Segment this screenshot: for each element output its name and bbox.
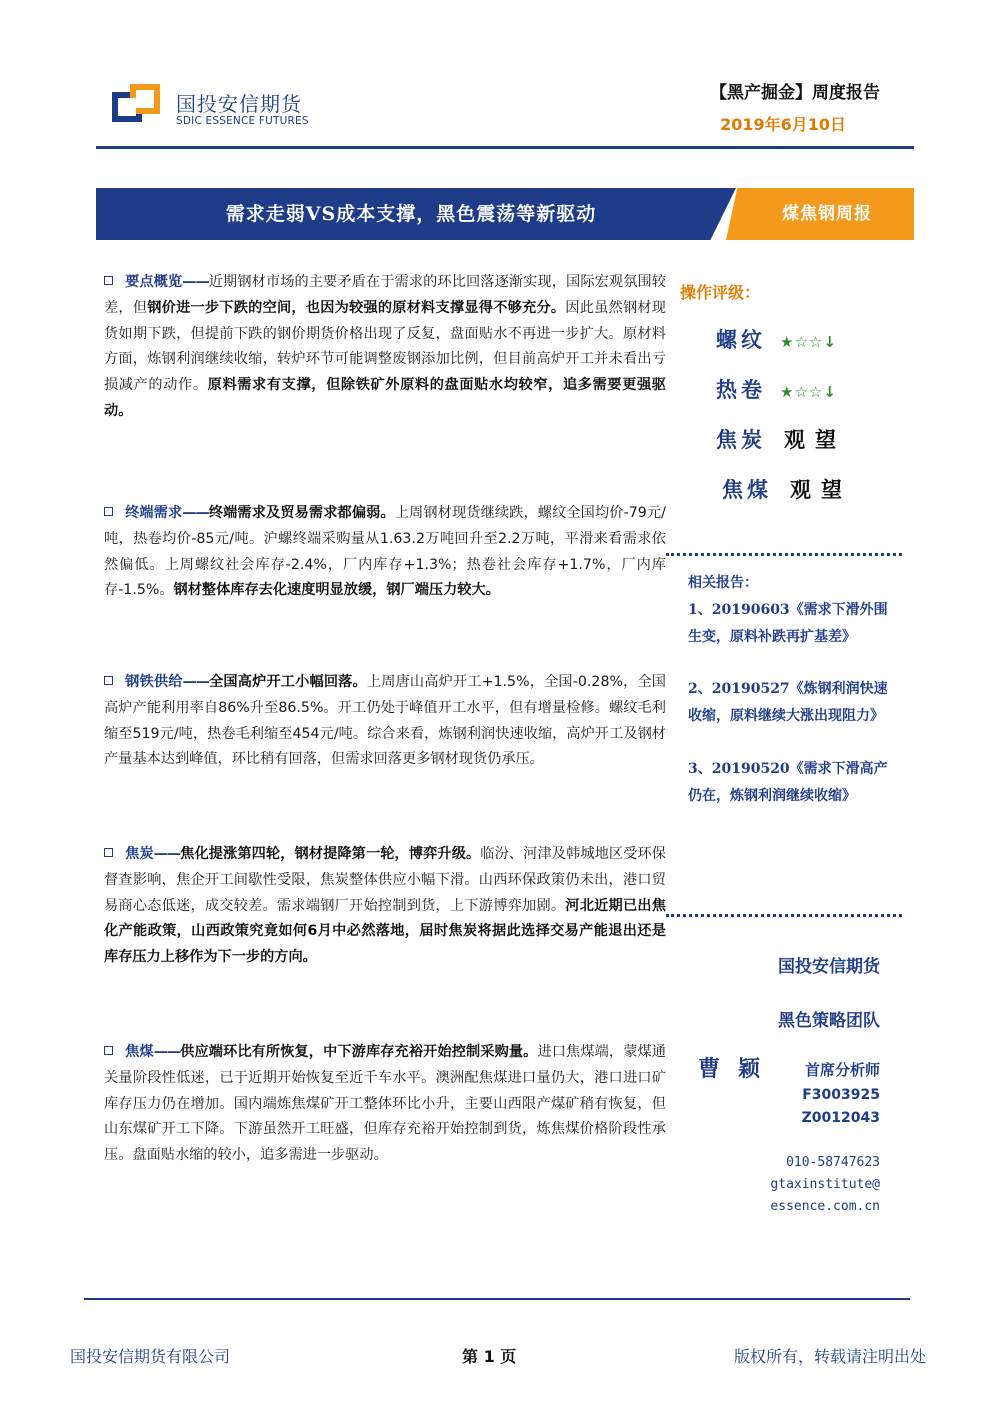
section-text: 进口焦煤端，蒙煤通关量阶段性低迷，已于近期开始恢复至近千车水平。澳洲配焦煤进口量仍大，港口进口矿库存压力仍在增加。国内端炼焦煤矿开工整体环比小升，主要山西限产煤矿稍有恢复，但山东煤矿开工下降。下游虽然开工旺盛，但库存充裕开始控制到货，炼焦煤价格阶段性承压。盘面贴水缩的较小，追多需进一步驱动。 bbox=[104, 1044, 666, 1164]
rating-name: 螺纹 bbox=[716, 327, 766, 352]
section-highlight: 原料需求有支撑，但除铁矿外原料的盘面贴水均较窄，追多需要更强驱动。 bbox=[104, 377, 666, 419]
related-report-item: 2、20190527《炼钢利润快速收缩，原料继续大涨出现阻力》 bbox=[688, 681, 888, 724]
section-dash: —— bbox=[182, 505, 209, 521]
section-dash: —— bbox=[153, 1044, 181, 1060]
analyst-title: 首席分析师 bbox=[804, 1061, 880, 1079]
section-highlight: 供应端环比有所恢复，中下游库存充裕开始控制采购量。 bbox=[180, 1044, 538, 1060]
rating-stars: ★☆☆↓ bbox=[780, 383, 837, 401]
bullet-icon bbox=[104, 507, 113, 516]
related-reports-title: 相关报告： bbox=[688, 575, 758, 591]
report-category-tag: 煤焦钢周报 bbox=[782, 204, 872, 224]
section-text: 因此虽然钢材现货如期下跌，但提前下跌的钢价期货价格出现了反复，盘面贴水不再进一步扩大。原材料方面，炼钢利润继续收缩，转炉环节可能调整废钢添加比例，但目前高炉开工并未看出亏损减产的动作。 bbox=[104, 299, 666, 394]
rating-title: 操作评级： bbox=[680, 283, 761, 302]
team-company: 国投安信期货 bbox=[778, 957, 880, 977]
footer-divider bbox=[84, 1298, 910, 1300]
section-text: 近期钢材市场的主要矛盾在于需求的环比回落逐渐实现，国际宏观氛围较差，但 bbox=[104, 274, 666, 316]
section-coking-coal bbox=[104, 1040, 666, 1169]
section-highlight: 河北近期已出焦化产能政策，山西政策究竟如何6月中必然落地，届时焦炭将据此选择交易产能退出还是库存压力上移作为下一步的方向。 bbox=[104, 897, 666, 966]
sidebar-divider bbox=[666, 914, 902, 917]
rating-coke bbox=[716, 424, 846, 454]
analyst-name: 曹颖 bbox=[698, 1056, 779, 1082]
footer-copyright: 版权所有，转载请注明出处 bbox=[733, 1347, 926, 1366]
rating-hot-coil bbox=[716, 374, 837, 404]
team-name: 黑色策略团队 bbox=[778, 1011, 880, 1031]
section-terminal-demand bbox=[104, 501, 666, 604]
section-highlight: 终端需求及贸易需求都偏弱。 bbox=[208, 505, 395, 521]
company-logo bbox=[112, 84, 168, 128]
analyst-license: F3003925 bbox=[802, 1087, 880, 1103]
bullet-icon bbox=[104, 1046, 113, 1055]
section-dash: —— bbox=[153, 846, 181, 862]
rating-name: 热卷 bbox=[716, 377, 766, 402]
rating-status: 观望 bbox=[784, 427, 846, 452]
analyst-license: Z0012043 bbox=[801, 1110, 880, 1126]
page-number: 第 1 页 bbox=[462, 1347, 517, 1366]
logo-text-cn: 国投安信期货 bbox=[176, 92, 302, 116]
rating-status: 观望 bbox=[790, 477, 852, 502]
section-title: 焦煤 bbox=[125, 1044, 154, 1060]
report-title: 需求走弱VS成本支撑，黑色震荡等新驱动 bbox=[225, 203, 597, 225]
related-report-item: 3、20190520《需求下滑高产仍在，炼钢利润继续收缩》 bbox=[688, 761, 888, 804]
section-title: 要点概览 bbox=[125, 274, 183, 290]
sidebar-divider bbox=[666, 553, 902, 556]
section-highlight: 全国高炉开工小幅回落。 bbox=[208, 674, 367, 690]
section-title: 终端需求 bbox=[125, 505, 183, 521]
section-text: 临汾、河津及韩城地区受环保督查影响，焦企开工间歇性受限，焦炭整体供应小幅下滑。山西环保政策仍未出，港口贸易商心态低迷，成交较差。需求端钢厂开始控制到货，上下游博弈加剧。 bbox=[104, 846, 666, 914]
header-divider bbox=[96, 146, 914, 149]
section-highlight: 钢材整体库存去化速度明显放缓，钢厂端压力较大。 bbox=[173, 582, 500, 599]
report-date: 2019年6月10日 bbox=[720, 115, 846, 134]
rating-name: 焦炭 bbox=[716, 427, 766, 452]
section-steel-supply bbox=[104, 670, 666, 773]
analyst-email: gtaxinstitute@ bbox=[770, 1177, 880, 1192]
related-report-item: 1、20190603《需求下滑外围生变，原料补跌再扩基差》 bbox=[688, 602, 888, 645]
section-title: 钢铁供给 bbox=[125, 674, 183, 690]
rating-name: 焦煤 bbox=[722, 477, 772, 502]
rating-stars: ★☆☆↓ bbox=[780, 333, 837, 351]
section-text: 上周钢材现货继续跌，螺纹全国均价-79元/吨，热卷均价-85元/吨。沪螺终端采购量从1.63.2万吨回升至2.2万吨，平滑来看需求依然偏低。上周螺纹社会库存-2.4%，厂内库存+1.3%；热卷社会库存+1.7%，厂内库存-1.5%。 bbox=[104, 505, 666, 599]
section-overview bbox=[104, 270, 666, 425]
section-text: 上周唐山高炉开工+1.5%，全国-0.28%，全国高炉产能利用率自86%升至86.5%。开工仍处于峰值开工水平，但有增量检修。螺纹毛利缩至519元/吨，热卷毛利缩至454元/吨。综合来看，炼钢利润快速收缩，高炉开工及钢材产量基本达到峰值，环比稍有回落，但需求回落更多钢材现货仍承压。 bbox=[104, 674, 666, 768]
section-highlight: 钢价进一步下跌的空间，也因为较强的原材料支撑显得不够充分。 bbox=[147, 299, 566, 316]
logo-text-en: SDIC ESSENCE FUTURES bbox=[176, 115, 309, 127]
rating-rebar bbox=[716, 324, 837, 354]
rating-coking-coal bbox=[722, 474, 852, 504]
report-type: 【黑产掘金】周度报告 bbox=[710, 83, 880, 103]
section-coke bbox=[104, 842, 666, 971]
section-title: 焦炭 bbox=[125, 846, 154, 862]
section-dash: —— bbox=[182, 274, 209, 290]
bullet-icon bbox=[104, 848, 113, 857]
bullet-icon bbox=[104, 676, 113, 685]
section-dash: —— bbox=[182, 674, 209, 690]
bullet-icon bbox=[104, 276, 113, 285]
analyst-phone: 010-58747623 bbox=[786, 1155, 880, 1170]
footer-company: 国投安信期货有限公司 bbox=[70, 1347, 231, 1366]
analyst-email-domain: essence.com.cn bbox=[770, 1199, 880, 1214]
section-highlight: 焦化提涨第四轮，钢材提降第一轮，博弈升级。 bbox=[180, 846, 481, 862]
